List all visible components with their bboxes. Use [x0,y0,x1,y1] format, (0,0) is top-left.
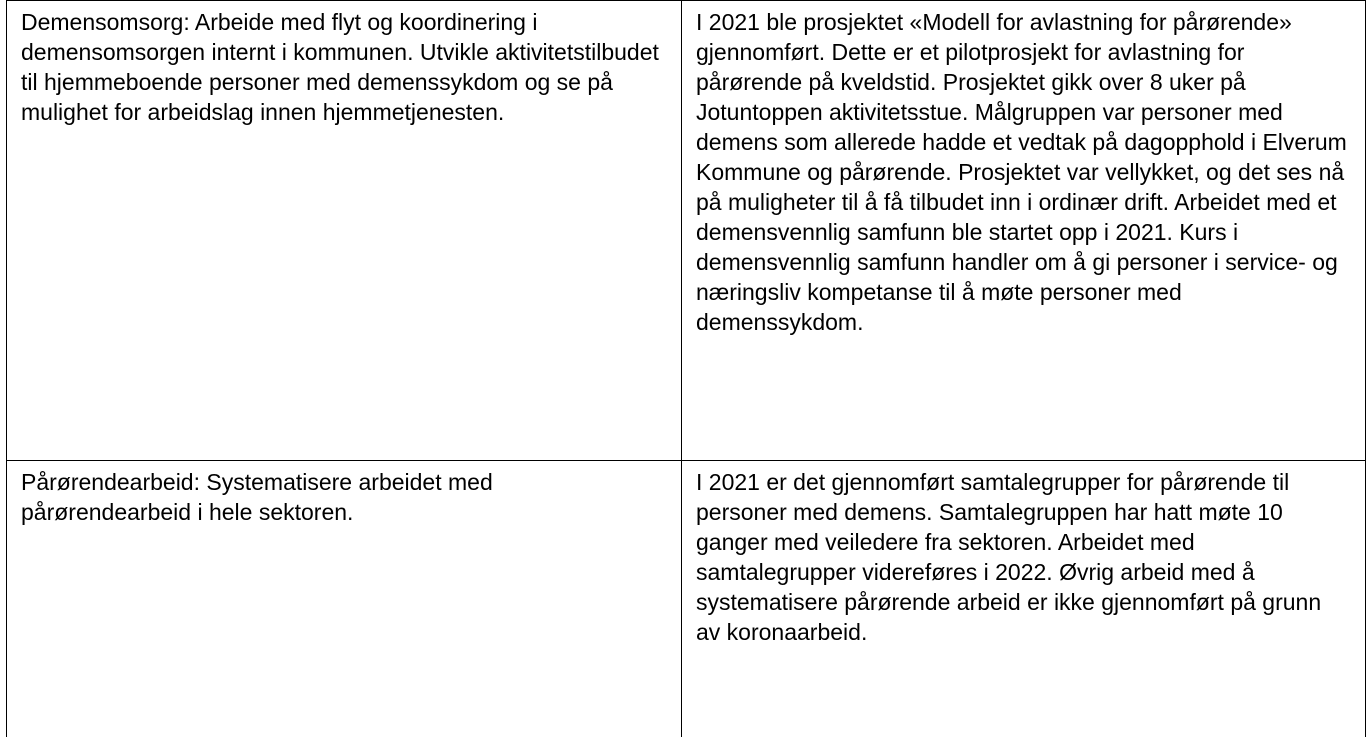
status-text: I 2021 er det gjennomført samtalegrupper for pårørende til personer med demens. Samtalegruppen har hatt møte 10 ganger med veiledere fra sektoren. Arbeidet med samtalegrupper videreføres i 2022. Øvrig arbeid med å systematisere pårørende arbeid er ikke gjennomført på grunn av koronaarbeid. [696,469,1322,645]
goal-cell [7,1,682,461]
table-row [7,1,1366,461]
status-cell [682,461,1366,737]
goal-text: Pårørendearbeid: Systematisere arbeidet med pårørendearbeid i hele sektoren. [21,469,493,525]
goal-cell [7,461,682,737]
goals-status-table [6,0,1366,737]
goal-text: Demensomsorg: Arbeide med flyt og koordinering i demensomsorgen internt i kommunen. Utvikle aktivitetstilbudet til hjemmeboende personer med demenssykdom og se på mulighet for arbeidslag innen hjemmetjenesten. [21,9,659,125]
status-text: I 2021 ble prosjektet «Modell for avlastning for pårørende» gjennomført. Dette er et pilotprosjekt for avlastning for pårørende på kveldstid. Prosjektet gikk over 8 uker på Jotuntoppen aktivitetsstue. Målgruppen var personer med demens som allerede hadde et vedtak på dagopphold i Elverum Kommune og pårørende. Prosjektet var vellykket, og det ses nå på muligheter til å få tilbudet inn i ordinær drift. Arbeidet med et demensvennlig samfunn ble startet opp i 2021. Kurs i demensvennlig samfunn handler om å gi personer i service- og næringsliv kompetanse til å møte personer med demenssykdom. [696,9,1347,335]
table-row [7,461,1366,737]
status-cell [682,1,1366,461]
